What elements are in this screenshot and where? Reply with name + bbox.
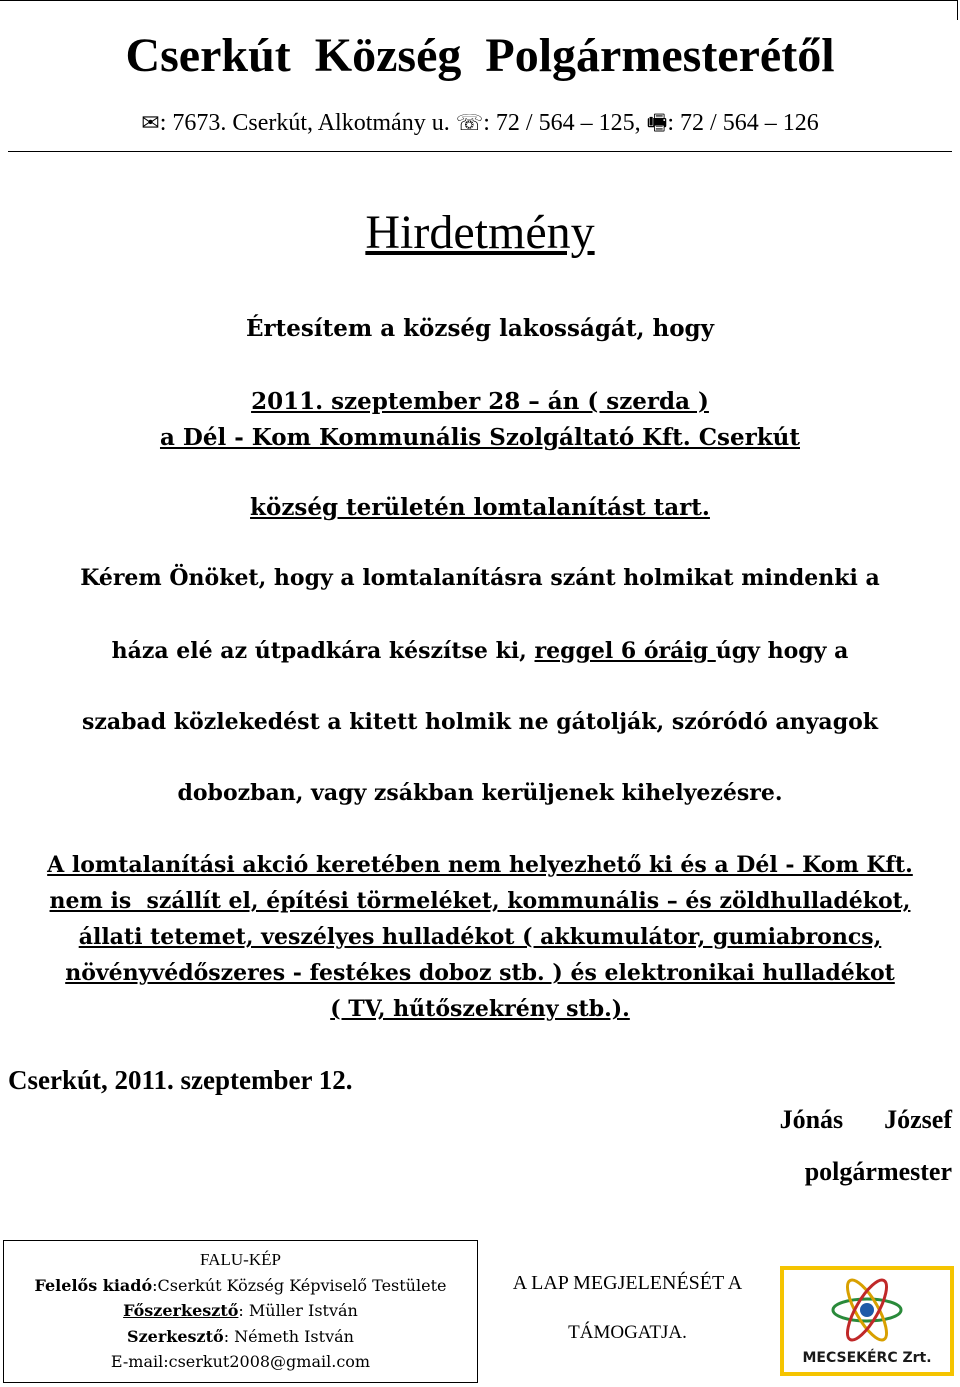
imprint-title: FALU-KÉP bbox=[200, 1250, 281, 1269]
intro-line: Értesítem a község lakosságát, hogy bbox=[246, 315, 714, 342]
atom-icon bbox=[784, 1272, 950, 1342]
fax-text: : 72 / 564 – 126 bbox=[667, 110, 819, 136]
email-line: E-mail:cserkut2008@gmail.com bbox=[110, 1352, 371, 1371]
signer-title: polgármester bbox=[804, 1157, 952, 1186]
header-divider bbox=[8, 151, 952, 152]
warning-line-3 bbox=[0, 924, 960, 950]
place-date: Cserkút, 2011. szeptember 12. bbox=[8, 1065, 353, 1095]
editor-label: Szerkesztő bbox=[127, 1326, 224, 1346]
date-line-1 bbox=[0, 388, 960, 415]
body-line-2 bbox=[0, 638, 960, 664]
body-line-4: dobozban, vagy zsákban kerüljenek kihelyezésre. bbox=[177, 780, 783, 806]
warning-line-4 bbox=[0, 960, 960, 986]
sponsor-logo-text: MECSEKÉRC Zrt. bbox=[802, 1350, 932, 1366]
sponsor-logo bbox=[780, 1266, 954, 1376]
date-line-1-text: 2011. szeptember 28 – án ( szerda ) bbox=[251, 388, 709, 415]
body-line-1: Kérem Önöket, hogy a lomtalanításra szánt holmikat mindenki a bbox=[80, 565, 880, 591]
page-border-top bbox=[0, 0, 958, 3]
warning-line-4-text: növényvédőszeres - festékes doboz stb. ) és elektronikai hulladékot bbox=[65, 960, 895, 986]
editor-in-chief-value: : Müller István bbox=[238, 1301, 358, 1320]
publisher-label: Felelős kiadó bbox=[34, 1275, 153, 1295]
editor-line bbox=[4, 1324, 477, 1350]
support-line-1: A LAP MEGJELENÉSÉT A bbox=[512, 1272, 743, 1294]
fax-icon: 🖷 bbox=[646, 111, 668, 136]
editor-in-chief-label: Főszerkesztő bbox=[123, 1301, 239, 1320]
warning-line-5-text: ( TV, hűtőszekrény stb.). bbox=[330, 996, 630, 1022]
warning-line-1-text: A lomtalanítási akció keretében nem helyezhető ki és a Dél - Kom Kft. bbox=[47, 852, 913, 878]
support-line-2: TÁMOGATJA. bbox=[568, 1322, 687, 1343]
notice-heading: Hirdetmény bbox=[365, 206, 595, 259]
publisher-value: :Cserkút Község Képviselő Testülete bbox=[152, 1275, 447, 1295]
body-line-3: szabad közlekedést a kitett holmik ne gátolják, szóródó anyagok bbox=[81, 709, 878, 735]
date-line-2-text: a Dél - Kom Kommunális Szolgáltató Kft. Cserkút bbox=[159, 424, 800, 451]
warning-line-2-text: nem is szállít el, építési törmeléket, kommunális – és zöldhulladékot, bbox=[49, 888, 911, 914]
body-line-2-post: úgy hogy a bbox=[715, 638, 849, 664]
date-line-3-text: község területén lomtalanítást tart. bbox=[250, 494, 710, 521]
warning-line-5 bbox=[0, 996, 960, 1022]
warning-line-3-text: állati tetemet, veszélyes hulladékot ( akkumulátor, gumiabroncs, bbox=[78, 924, 882, 950]
mail-icon: ✉ bbox=[141, 111, 160, 136]
phone-text: : 72 / 564 – 125, bbox=[483, 110, 641, 136]
date-line-3 bbox=[0, 494, 960, 521]
phone-icon: ☏ bbox=[455, 111, 484, 136]
date-line-2 bbox=[0, 424, 960, 451]
publisher-line bbox=[4, 1273, 477, 1299]
page-title: Cserkút Község Polgármesterétől bbox=[125, 29, 835, 82]
warning-line-1 bbox=[0, 852, 960, 878]
imprint-box bbox=[3, 1240, 478, 1383]
page-border-right bbox=[957, 0, 958, 20]
address-text: : 7673. Cserkút, Alkotmány u. bbox=[159, 110, 450, 136]
warning-line-2 bbox=[0, 888, 960, 914]
signer-name: Jónás József bbox=[779, 1105, 952, 1134]
editor-value: : Németh István bbox=[223, 1326, 354, 1346]
body-line-2-pre: háza elé az útpadkára készítse ki, bbox=[111, 638, 535, 664]
contact-line bbox=[0, 106, 960, 144]
editor-in-chief-line bbox=[4, 1298, 477, 1324]
pickup-time: reggel 6 óráig bbox=[534, 638, 716, 664]
